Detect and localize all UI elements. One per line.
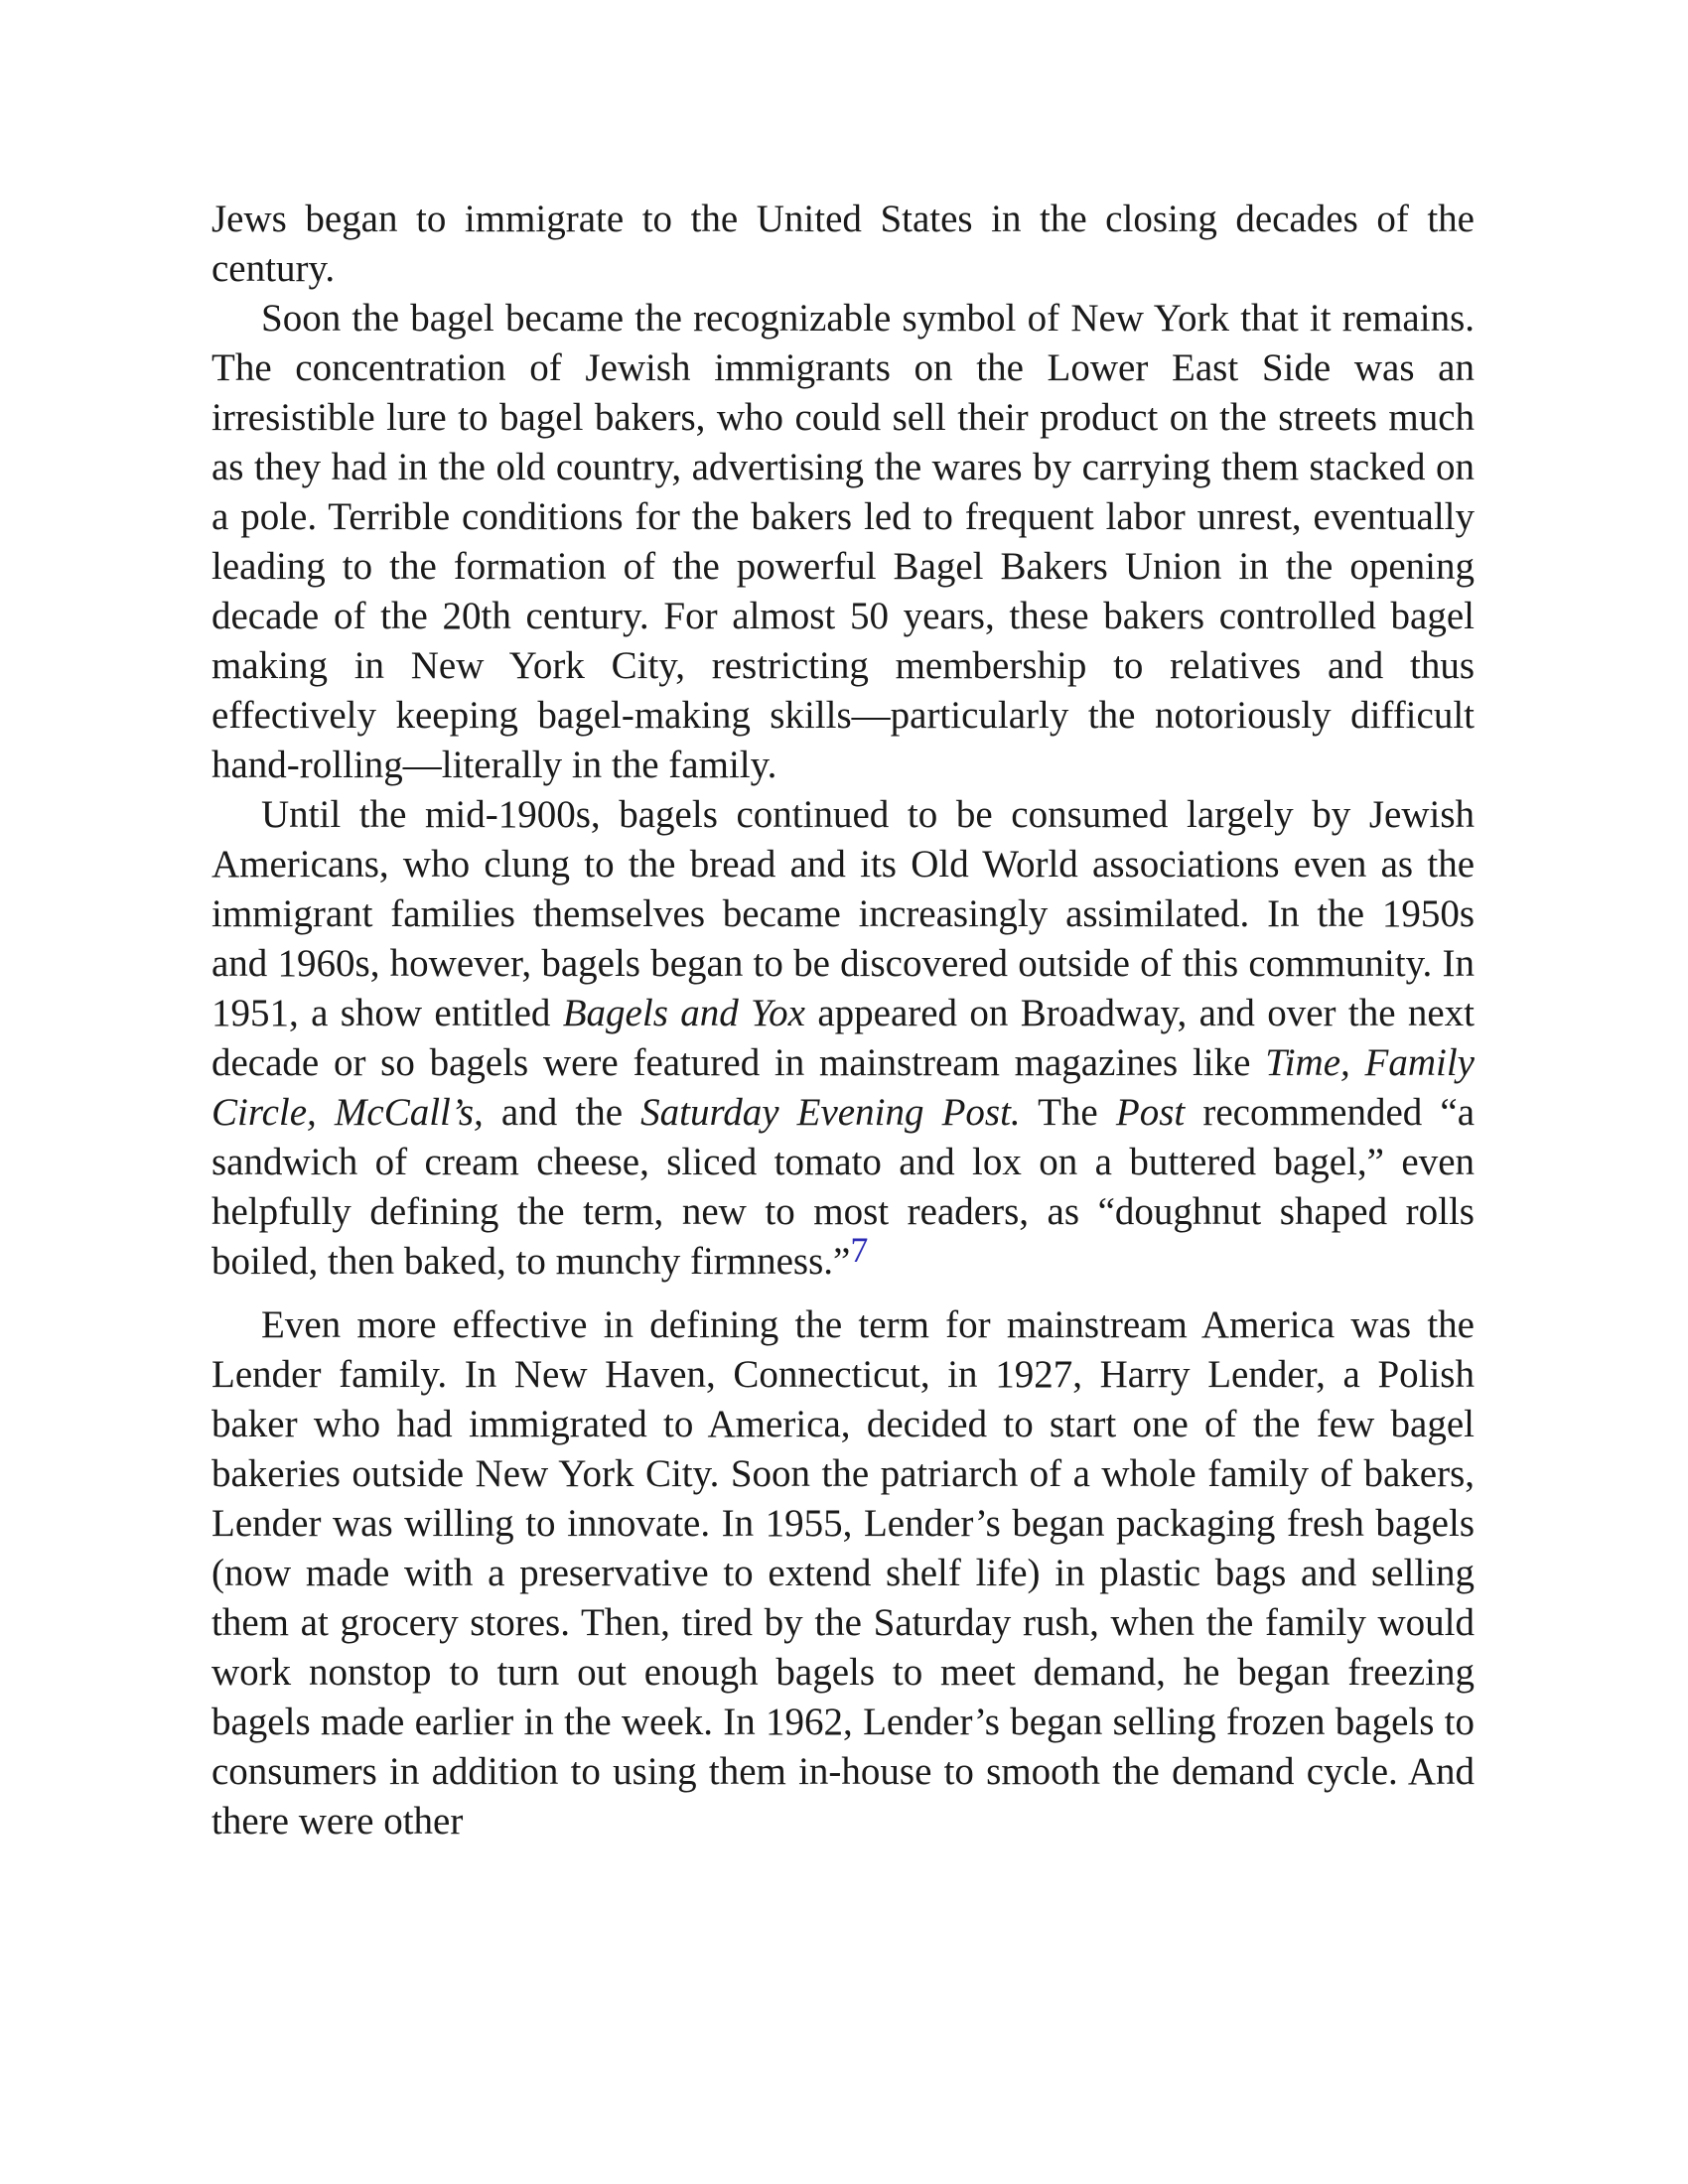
paragraph-3 <box>211 790 1475 1287</box>
title-post: Post <box>1115 1091 1186 1134</box>
title-bagels-and-yox: Bagels and Yox <box>562 992 805 1034</box>
paragraph-1: Jews began to immigrate to the United States in the closing decades of the century. <box>211 198 1475 290</box>
paragraph-2: Soon the bagel became the recognizable symbol of New York that it remains. The concentration of Jewish immigrants on the Lower East Side was an irresistible lure to bagel bakers, who could sell their product on the streets much as they had in the old country, advertising the wares by carrying them stacked on a pole. Terrible conditions for the bakers led to frequent labor unrest, eventually leading to the formation of the powerful Bagel Bakers Union in the opening decade of the 20th century. For almost 50 years, these bakers controlled bagel making in New York City, restricting membership to relatives and thus effectively keeping bagel-making skills—particularly the notoriously difficult hand-rolling—literally in the family. <box>211 297 1475 786</box>
title-saturday-evening-post: Saturday Evening Post. <box>640 1091 1021 1134</box>
page-body <box>211 195 1475 1846</box>
paragraph-3-text-2: appeared on Broadway, and over the next decade or so bagels were featured in mainstream magazines like <box>211 992 1475 1084</box>
paragraph-3-text-4: The <box>1020 1091 1116 1134</box>
paragraph-3-text-3: and the <box>483 1091 641 1134</box>
paragraph-3-text-5: recommended “a sandwich of cream cheese, sliced tomato and lox on a buttered bagel,” even helpfully defining the term, new to most readers, as “doughnut shaped rolls boiled, then baked, to munchy firmness.” <box>211 1091 1475 1283</box>
footnote-link[interactable]: 7 <box>850 1230 869 1270</box>
paragraph-3-text-1: Until the mid-1900s, bagels continued to be consumed largely by Jewish Americans, who clung to the bread and its Old World associations even as the immigrant families themselves became increasingly assimilated. In the 1950s and 1960s, however, bagels began to be discovered outside of this community. In 1951, a show entitled <box>211 793 1475 1034</box>
magazine-titles: Time, Family Circle, McCall’s, <box>211 1041 1475 1134</box>
paragraph-4: Even more effective in defining the term for mainstream America was the Lender family. In New Haven, Connecticut, in 1927, Harry Lender, a Polish baker who had immigrated to America, decided to start one of the few bagel bakeries outside New York City. Soon the patriarch of a whole family of bakers, Lender was willing to innovate. In 1955, Lender’s began packaging fresh bagels (now made with a preservative to extend shelf life) in plastic bags and selling them at grocery stores. Then, tired by the Saturday rush, when the family would work nonstop to turn out enough bagels to meet demand, he began freezing bagels made earlier in the week. In 1962, Lender’s began selling frozen bagels to consumers in addition to using them in-house to smooth the demand cycle. And there were other <box>211 1303 1475 1843</box>
